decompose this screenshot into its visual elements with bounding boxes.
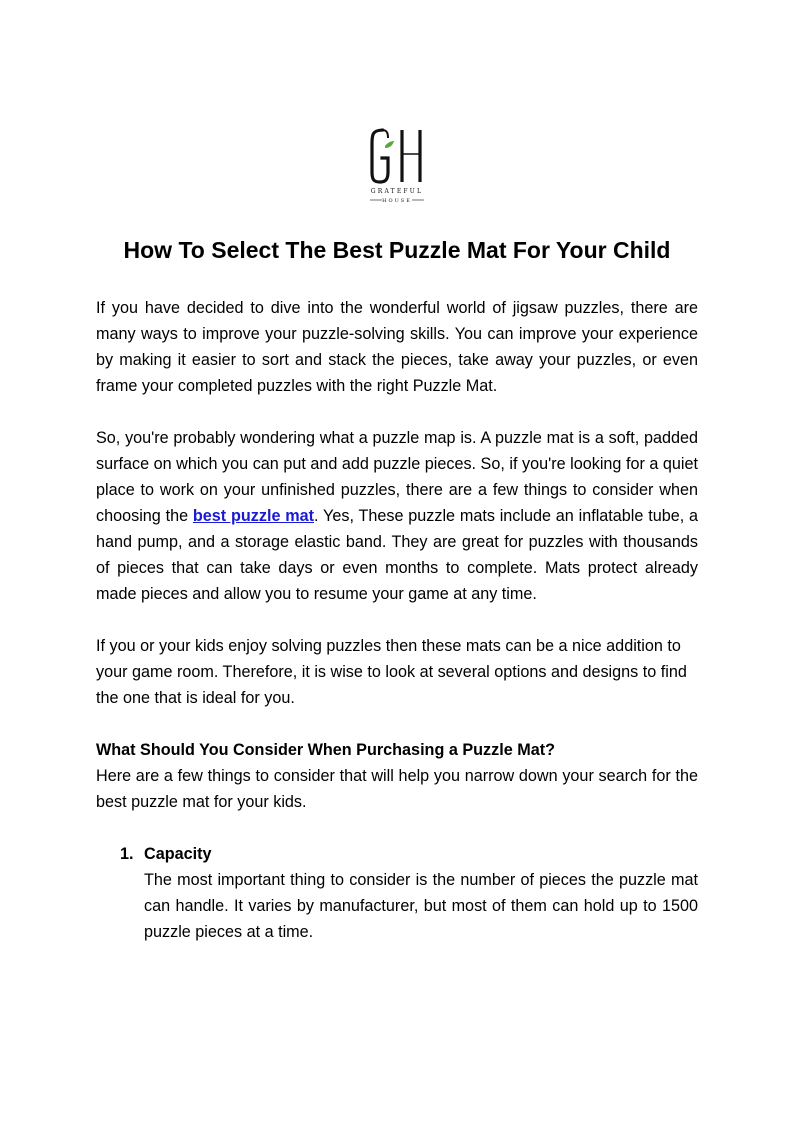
- paragraph-intro: If you have decided to dive into the wonderful world of jigsaw puzzles, there are many ways to improve your puzzle-solving skills. You can improve your experience by making it easier to sort and stack the pieces, take away your puzzles, or even frame your completed puzzles with the right Puzzle Mat.: [96, 299, 698, 395]
- list-item: [96, 841, 698, 945]
- paragraph-text-before-link: So, you're probably wondering what a puzzle map is. A puzzle mat is a soft, padded surface on which you can put and add puzzle pieces. So, if you're looking for a quiet place to work on your unfinished puzzles, there are a few things to consider when choosing the: [96, 429, 698, 525]
- section-heading: What Should You Consider When Purchasing a Puzzle Mat?: [96, 741, 555, 759]
- paragraph-definition: [96, 425, 698, 607]
- considerations-list: [96, 841, 698, 945]
- section-intro: Here are a few things to consider that will help you narrow down your search for the best puzzle mat for your kids.: [96, 767, 698, 811]
- svg-text:GRATEFUL: GRATEFUL: [370, 188, 424, 195]
- page-title: How To Select The Best Puzzle Mat For Your Child: [123, 237, 671, 263]
- list-item-body: The most important thing to consider is the number of pieces the puzzle mat can handle. It varies by manufacturer, but most of them can hold up to 1500 puzzle pieces at a time.: [144, 871, 698, 941]
- article-body: [96, 295, 698, 945]
- paragraph-text-after-link: . Yes, These puzzle mats include an inflatable tube, a hand pump, and a storage elastic band. They are great for puzzles with thousands of pieces that can take days or even months to complete. Mats protect already made pieces and allow you to resume your game at any time.: [96, 507, 699, 603]
- list-item-title: Capacity: [144, 845, 212, 863]
- brand-logo: [362, 124, 432, 208]
- best-puzzle-mat-link[interactable]: best puzzle mat: [192, 507, 315, 525]
- list-item-number: 1.: [120, 845, 134, 863]
- paragraph-game-room: If you or your kids enjoy solving puzzles then these mats can be a nice addition to your game room. Therefore, it is wise to look at several options and designs to find the one that is ideal for you.: [96, 637, 687, 707]
- svg-text:HOUSE: HOUSE: [382, 198, 412, 204]
